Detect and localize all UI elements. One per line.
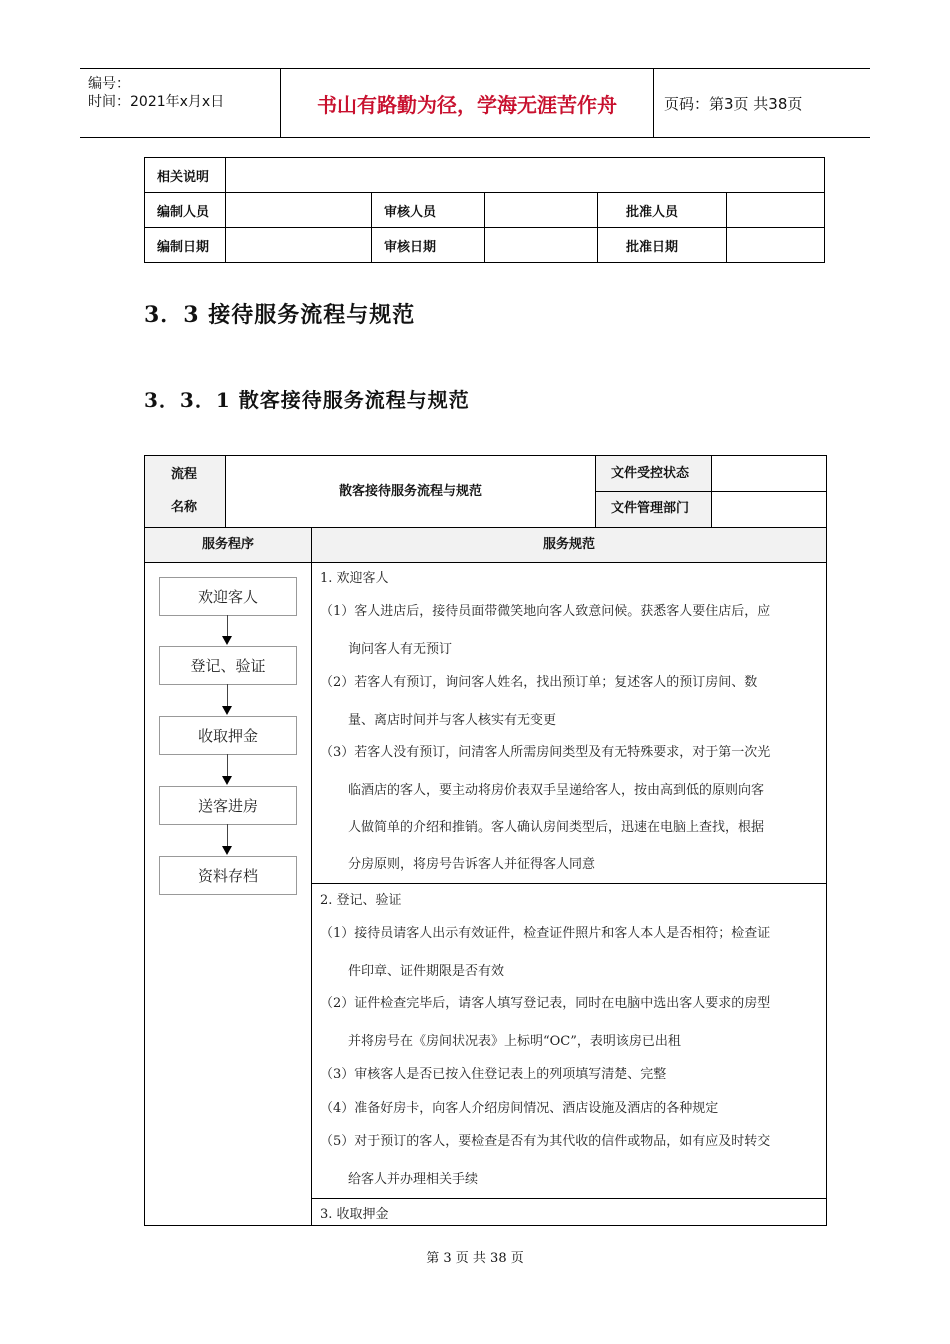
page-number-label: 页码：第3页 共38页 (664, 94, 803, 113)
spec-section-1-title: 1. 欢迎客人 (320, 571, 389, 586)
arrow-down-icon (222, 706, 232, 715)
arrow-down-icon (222, 636, 232, 645)
flow-arrow (227, 615, 228, 636)
spec-line: 并将房号在《房间状况表》上标明“OC”，表明该房已出租 (348, 1034, 681, 1049)
page-footer: 第 3 页 共 38 页 (426, 1251, 524, 1266)
spec-line: （5）对于预订的客人，要检查是否有为其代收的信件或物品，如有应及时转交 (320, 1134, 771, 1149)
spec-line: 询问客人有无预订 (348, 642, 453, 657)
spec-line: （1）接待员请客人出示有效证件，检查证件照片和客人本人是否相符；检查证 (320, 926, 771, 941)
spec-line: 量、离店时间并与客人核实有无变更 (348, 713, 557, 728)
spec-line: （2）若客人有预订，询问客人姓名，找出预订单；复述客人的预订房间、数 (320, 675, 758, 690)
flow-label-1: 流程 (171, 467, 198, 482)
doc-date-label: 时间：2021年x月x日 (88, 94, 225, 110)
related-label: 相关说明 (145, 158, 226, 193)
compile-date-value (226, 228, 372, 263)
spec-line: （4）准备好房卡，向客人介绍房间情况、酒店设施及酒店的各种规定 (320, 1101, 719, 1116)
page-header (80, 68, 870, 138)
related-value (226, 158, 825, 193)
arrow-down-icon (222, 776, 232, 785)
control-status-label: 文件受控状态 (611, 466, 690, 481)
approve-date-label: 批准日期 (598, 228, 727, 263)
reviewer-value (485, 193, 598, 228)
spec-line: 临酒店的客人，要主动将房价表双手呈递给客人，按由高到低的原则向客 (348, 783, 765, 798)
standard-header: 服务规范 (542, 537, 595, 552)
spec-section-3-title: 3. 收取押金 (320, 1207, 389, 1222)
approver-label: 批准人员 (598, 193, 727, 228)
review-date-label: 审核日期 (372, 228, 485, 263)
flow-arrow (227, 684, 228, 706)
reviewer-label: 审核人员 (372, 193, 485, 228)
spec-line: （3）审核客人是否已按入住登记表上的列项填写清楚、完整 (320, 1067, 667, 1082)
spec-line: （1）客人进店后，接待员面带微笑地向客人致意问候。获悉客人要住店后，应 (320, 604, 771, 619)
doc-number-label: 编号： (88, 76, 130, 92)
info-table (144, 157, 825, 263)
procedure-header: 服务程序 (201, 537, 254, 552)
header-meta (80, 69, 281, 137)
management-dept-label: 文件管理部门 (611, 501, 690, 516)
flow-name: 散客接待服务流程与规范 (338, 484, 482, 499)
flow-step-register: 登记、验证 (159, 646, 297, 685)
flow-step-welcome: 欢迎客人 (159, 577, 297, 616)
compile-date-label: 编制日期 (145, 228, 226, 263)
spec-line: （3）若客人没有预订，问清客人所需房间类型及有无特殊要求，对于第一次光 (320, 745, 771, 760)
spec-line: （2）证件检查完毕后，请客人填写登记表，同时在电脑中选出客人要求的房型 (320, 996, 771, 1011)
flow-arrow (227, 754, 228, 776)
review-date-value (485, 228, 598, 263)
flow-step-escort: 送客进房 (159, 786, 297, 825)
section-title: 3．3 接待服务流程与规范 (144, 302, 416, 328)
spec-line: 分房原则，将房号告诉客人并征得客人同意 (348, 857, 596, 872)
header-motto: 书山有路勤为径，学海无涯苦作舟 (281, 69, 654, 137)
flow-step-archive: 资料存档 (159, 856, 297, 895)
compiler-label: 编制人员 (145, 193, 226, 228)
flow-arrow (227, 824, 228, 846)
header-page-number (654, 69, 870, 137)
subsection-title: 3．3．1 散客接待服务流程与规范 (144, 388, 470, 412)
approve-date-value (727, 228, 825, 263)
arrow-down-icon (222, 846, 232, 855)
flow-step-deposit: 收取押金 (159, 716, 297, 755)
flow-label-2: 名称 (171, 500, 198, 515)
spec-line: 件印章、证件期限是否有效 (348, 964, 505, 979)
spec-line: 人做简单的介绍和推销。客人确认房间类型后，迅速在电脑上查找，根据 (348, 820, 765, 835)
process-table (144, 455, 827, 1226)
approver-value (727, 193, 825, 228)
compiler-value (226, 193, 372, 228)
spec-line: 给客人并办理相关手续 (348, 1172, 479, 1187)
spec-section-2-title: 2. 登记、验证 (320, 893, 402, 908)
